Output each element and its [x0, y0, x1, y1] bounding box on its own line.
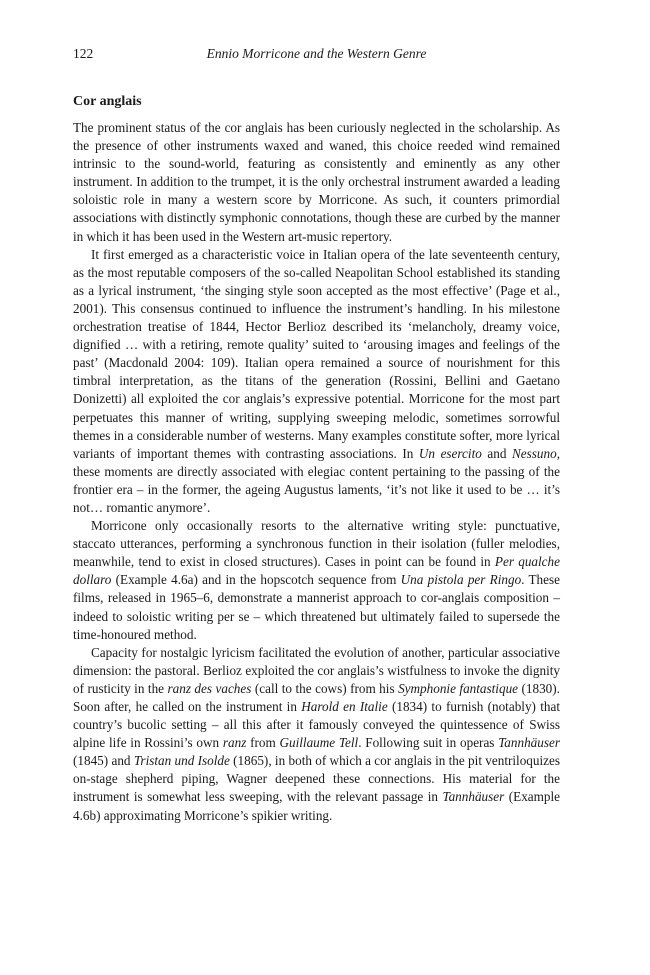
text-run: (1865), in both of which a cor anglais in the pit ventriloquizes on-stage shepherd piping, Wagner deepened these connections. His material for the instrument is somewhat less sweeping, with the relevant passage in — [73, 753, 561, 805]
body-text — [73, 119, 560, 825]
page-number: 122 — [73, 46, 94, 61]
italic-title: Per qualche dollaro — [73, 554, 560, 588]
body-paragraph — [73, 246, 560, 517]
italic-title: Harold en Italie — [301, 699, 388, 714]
body-paragraph — [73, 644, 560, 825]
body-paragraph — [73, 119, 560, 246]
italic-title: ranz des vaches — [167, 680, 252, 696]
text-run: It first emerged as a characteristic voice in Italian opera of the late seventeenth century, as the most reputable composers of the so-called Neapolitan School established its standing as a lyrical instrument, ‘the singing style soon accepted as the most effective’ (Page et al., 2001). This consensus continued to influence the instrument’s handling. In his milestone orchestration treatise of 1844, Hector Berlioz described its ‘melancholy, dreamy voice, dignified … with a retiring, remote quality’ suited to ‘arousing images and feelings of the past’ (Macdonald 2004: 109). Italian opera remained a source of nourishment for this timbral interpretation, as the titans of the generation (Rossini, Bellini and Gaetano Donizetti) all exploited the cor anglais’s expressive potential. Morricone for the most part perpetuates this manner of writing, supplying sweeping melodic, sometimes sorrowful themes in a considerable number of westerns. Many examples constitute softer, more lyrical variants of important themes with contrasting associations. In — [73, 246, 560, 461]
italic-title: Tannhäuser — [498, 735, 560, 751]
text-run: (Example 4.6a) and in the hopscotch sequence from — [111, 572, 401, 588]
text-run: Capacity for nostalgic lyricism facilitated the evolution of another, particular associative dimension: the pastoral. Berlioz exploited the cor anglais’s wistfulness to invoke the dignity of rusticity in the — [73, 644, 560, 696]
text-run: Morricone only occasionally resorts to the alternative writing style: punctuative, staccato utterances, performing a synchronous function in their isolation (fuller melodies, meanwhile, tend to exist in closed structures). Cases in point can be found in — [73, 518, 560, 570]
text-run: (call to the cows) from his — [251, 680, 399, 696]
text-run: (1845) and — [73, 753, 134, 769]
text-run: (Example 4.6b) approximating Morricone’s spikier writing. — [73, 789, 561, 823]
text-run: (1830). Soon after, he called on the instrument in — [73, 680, 560, 714]
text-run: , these moments are directly associated with elegiac content pertaining to the passing of the frontier era – in the former, the ageing Augustus laments, ‘it’s not like it used to be … it’s not… romantic anymore’. — [73, 445, 560, 515]
italic-title: Tannhäuser — [442, 789, 505, 805]
italic-title: Tristan und Isolde — [133, 753, 230, 769]
text-run: . These films, released in 1965–6, demonstrate a mannerist approach to cor-anglais composition – indeed to soloistic writing per se – which threatened but ultimately failed to supersede the time-honoured method. — [73, 572, 560, 642]
text-run: from — [246, 735, 280, 751]
text-run: (1834) to furnish (notably) that country’s bucolic setting – all this after it famously conveyed the quintessence of Swiss alpine life in Rossini’s own — [73, 699, 561, 751]
italic-title: ranz — [222, 735, 247, 751]
body-paragraph — [73, 517, 560, 644]
text-run: The prominent status of the cor anglais has been curiously neglected in the scholarship. As the presence of other instruments waxed and waned, this choice reeded wind remained intrinsic to the sound-world, featuring as consistently and eminently as any other instrument. In addition to the trumpet, it is the only orchestral instrument awarded a leading soloistic role in many a western score by Morricone. As such, it counters primordial associations with distinctly symphonic connotations, though these are curbed by the manner in which it has been used in the Western art-music repertory. — [73, 120, 560, 244]
book-page — [73, 46, 560, 825]
text-run: . Following suit in operas — [358, 735, 499, 751]
book-title: Ennio Morricone and the Western Genre — [206, 46, 427, 61]
italic-title: Un esercito — [418, 445, 482, 461]
running-head — [73, 46, 560, 68]
text-run: and — [481, 445, 512, 461]
section-heading: Cor anglais — [73, 94, 142, 109]
italic-title: Symphonie fantastique — [398, 680, 519, 696]
italic-title: Una pistola per Ringo — [400, 572, 522, 588]
italic-title: Guillaume Tell — [279, 735, 359, 751]
italic-title: Nessuno — [512, 445, 557, 461]
